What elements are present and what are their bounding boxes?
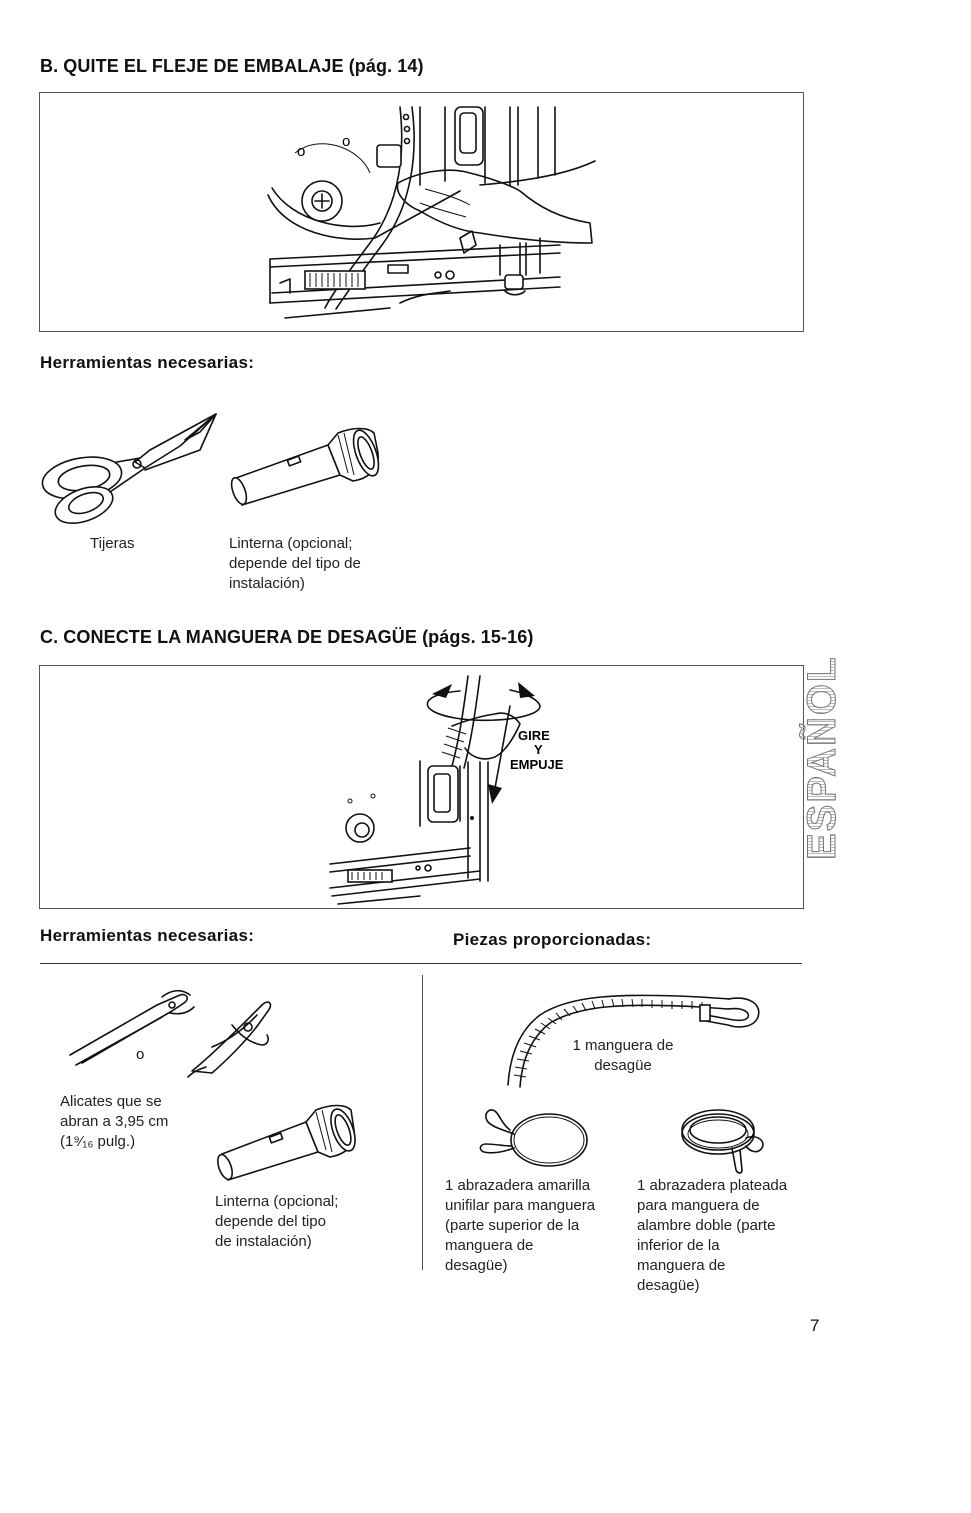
figure-b-mark-1: o — [297, 143, 306, 160]
single-wire-clamp-icon — [474, 1100, 594, 1175]
flashlight-label-b: Linterna (opcional; depende del tipo de instalación) — [229, 535, 361, 592]
section-c-title: C. CONECTE LA MANGUERA DE DESAGÜE (págs. 15-16) — [40, 627, 534, 647]
pliers-icon — [62, 985, 282, 1080]
double-wire-clamp-label: 1 abrazadera plateada para manguera de alambre doble (parte inferior de la manguera de desagüe) — [637, 1177, 788, 1294]
section-c-tools-heading: Herramientas necesarias: — [40, 926, 255, 945]
label-empuje: EMPUJE — [510, 757, 564, 772]
column-divider — [422, 975, 423, 1270]
scissors-icon — [40, 410, 220, 525]
label-gire: GIRE — [518, 728, 550, 743]
section-b-title: B. QUITE EL FLEJE DE EMBALAJE (pág. 14) — [40, 56, 424, 76]
double-wire-clamp-icon — [676, 1100, 776, 1180]
section-b-tools-heading: Herramientas necesarias: — [40, 353, 255, 372]
side-tab-espanol: ESPAÑOL — [800, 640, 845, 860]
pliers-or-separator: o — [136, 1046, 145, 1063]
heading-rule — [40, 963, 802, 964]
flashlight-label-c: Linterna (opcional; depende del tipo de instalación) — [215, 1193, 339, 1250]
pliers-label: Alicates que se abran a 3,95 cm (1⁹⁄₁₆ pulg.) — [60, 1093, 169, 1150]
figure-remove-strap — [39, 92, 804, 332]
label-y: Y — [534, 742, 543, 757]
page-number: 7 — [810, 1316, 820, 1335]
flashlight-icon — [214, 1102, 359, 1187]
figure-b-mark-2: o — [342, 133, 351, 150]
single-wire-clamp-label: 1 abrazadera amarilla unifilar para manguera (parte superior de la manguera de desagüe) — [445, 1177, 596, 1274]
drain-hose-label: 1 manguera de desagüe — [572, 1037, 674, 1074]
section-c-parts-heading: Piezas proporcionadas: — [453, 930, 652, 949]
figure-connect-drain-hose — [39, 665, 804, 909]
flashlight-icon — [228, 423, 383, 513]
scissors-label: Tijeras — [90, 535, 135, 552]
